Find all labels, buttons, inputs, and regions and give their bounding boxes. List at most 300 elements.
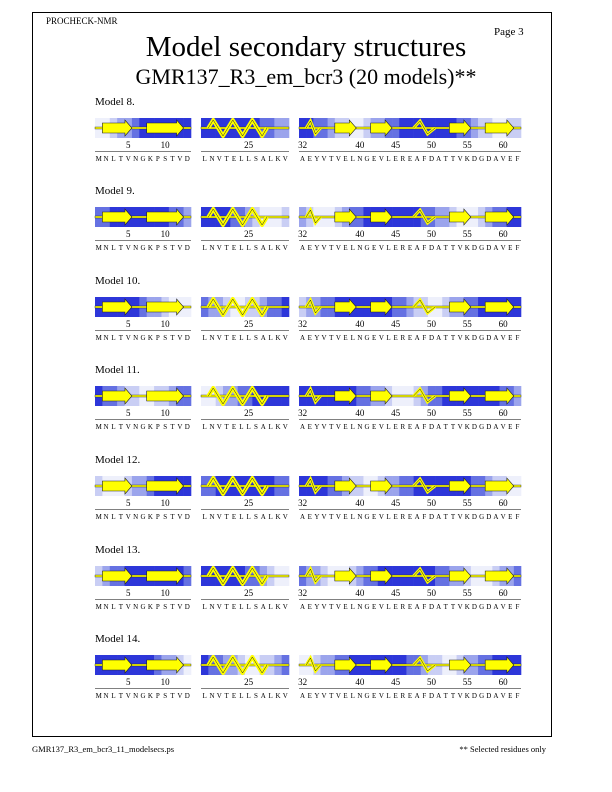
residue-letter: L [239,155,244,163]
residue-letter: Y [314,155,320,163]
residue-letter: V [177,244,183,252]
residue-letter: D [471,155,477,163]
residue-letter: L [386,692,391,700]
residue-letter: L [111,244,116,252]
residue-letter: K [147,334,153,342]
residue-letter: K [147,155,153,163]
residue-letter: L [111,155,116,163]
model-label: Model 12. [95,454,141,466]
residue-letter: V [500,603,506,611]
residue-number: 50 [426,408,436,418]
residue-letter: D [184,334,190,342]
residue-letter: A [493,155,499,163]
residue-letter: D [471,334,477,342]
residue-letter: E [393,603,398,611]
residue-letter: L [202,513,207,521]
residue-letter: N [133,155,139,163]
residue-letter: V [321,423,327,431]
residue-letter: Y [314,603,320,611]
residue-letter: A [414,513,420,521]
residue-letter: F [515,692,520,700]
residue-letter: G [140,692,146,700]
residue-letter: G [479,513,485,521]
residue-letter: P [155,603,160,611]
residue-letter: D [471,423,477,431]
residue-letter: T [224,244,229,252]
residue-letter: V [500,692,506,700]
residue-letter: K [147,244,153,252]
footer-filename: GMR137_R3_em_bcr3_11_modelsecs.ps [32,744,175,754]
residue-letter: T [170,423,175,431]
residue-letter: V [282,692,288,700]
residue-letter: D [486,423,492,431]
residue-number: 45 [391,140,401,150]
residue-number: 10 [160,229,170,239]
residue-letter: S [254,692,258,700]
structure-track [201,207,289,253]
residue-letter: D [471,603,477,611]
residue-letter: A [493,603,499,611]
residue-letter: T [450,423,456,431]
residue-number: 60 [498,677,508,687]
residue-letter: F [515,155,520,163]
residue-letter: E [343,603,348,611]
residue-letter: P [155,334,160,342]
residue-letter: V [216,692,222,700]
residue-letter: G [479,155,485,163]
residue-letter: V [457,513,463,521]
residue-letter: M [95,513,102,521]
residue-letter: R [400,244,406,252]
residue-letter: D [486,334,492,342]
residue-number: 55 [462,677,472,687]
residue-letter: L [111,513,116,521]
residue-number: 32 [298,498,308,508]
model-label: Model 10. [95,275,141,287]
residue-letter: T [170,692,175,700]
residue-letter: M [95,155,102,163]
residue-letter: P [155,513,160,521]
residue-letter: T [224,513,229,521]
residue-letter: V [457,603,463,611]
page-number: Page 3 [494,26,524,38]
residue-number: 25 [244,677,254,687]
residue-letter: D [471,692,477,700]
residue-letter: G [364,513,370,521]
residue-letter: T [118,423,123,431]
residue-letter: S [254,603,258,611]
residue-letter: T [118,603,123,611]
residue-letter: L [111,603,116,611]
residue-letter: F [422,513,427,521]
residue-letter: L [268,334,273,342]
structure-track [201,655,289,701]
residue-letter: E [407,334,413,342]
residue-number: 40 [355,588,365,598]
residue-letter: A [414,692,420,700]
residue-letter: L [246,603,251,611]
residue-letter: E [231,513,237,521]
residue-number: 50 [426,319,436,329]
residue-letter: G [364,334,370,342]
residue-letter: N [209,244,215,252]
residue-letter: L [246,244,251,252]
residue-number: 25 [244,408,254,418]
residue-letter: V [500,334,506,342]
residue-letter: L [268,244,273,252]
residue-letter: E [372,244,377,252]
residue-letter: N [103,155,109,163]
residue-letter: L [268,603,273,611]
residue-letter: N [103,334,109,342]
residue-letter: A [436,423,442,431]
residue-letter: L [246,513,251,521]
residue-letter: S [254,423,258,431]
residue-letter: L [386,603,391,611]
residue-letter: K [275,244,281,252]
residue-letter: K [464,155,470,163]
residue-letter: F [515,423,520,431]
residue-letter: G [140,603,146,611]
residue-number: 40 [355,319,365,329]
residue-letter: V [321,155,327,163]
residue-letter: E [231,692,237,700]
residue-letter: T [224,603,229,611]
structure-track [95,476,191,522]
residue-letter: V [321,513,327,521]
residue-number: 32 [298,588,308,598]
residue-letter: V [500,423,506,431]
structure-track [201,476,289,522]
residue-letter: V [457,692,463,700]
residue-number: 10 [160,498,170,508]
residue-number: 10 [160,140,170,150]
residue-letter: L [239,603,244,611]
residue-letter: E [372,603,377,611]
residue-letter: K [147,513,153,521]
residue-letter: V [282,423,288,431]
residue-letter: N [103,513,109,521]
residue-letter: T [450,155,456,163]
residue-letter: A [436,155,442,163]
residue-number: 32 [298,677,308,687]
residue-letter: E [307,603,312,611]
structure-track [299,566,521,612]
residue-letter: T [118,692,123,700]
residue-letter: E [372,692,377,700]
residue-letter: S [163,513,168,521]
residue-letter: K [275,692,281,700]
residue-number: 5 [125,408,131,418]
residue-number: 5 [125,677,131,687]
residue-letter: L [268,692,273,700]
residue-letter: E [508,692,513,700]
residue-letter: N [357,155,363,163]
residue-letter: T [329,692,334,700]
residue-letter: N [103,692,109,700]
residue-letter: N [133,244,139,252]
residue-letter: A [260,513,266,521]
residue-letter: G [364,423,370,431]
residue-letter: T [170,155,175,163]
residue-letter: E [407,244,413,252]
residue-letter: T [170,513,175,521]
residue-letter: D [486,155,492,163]
residue-number: 25 [244,229,254,239]
residue-letter: D [184,155,190,163]
structure-track [95,118,191,164]
residue-letter: E [307,155,312,163]
structure-track [201,386,289,432]
residue-letter: V [125,155,131,163]
residue-letter: V [335,244,341,252]
residue-number: 60 [498,140,508,150]
residue-number: 5 [125,319,131,329]
residue-letter: E [343,244,348,252]
residue-letter: V [125,513,131,521]
residue-letter: T [329,334,334,342]
residue-letter: A [414,603,420,611]
residue-letter: T [443,334,448,342]
residue-letter: F [422,603,427,611]
residue-letter: S [254,334,258,342]
residue-letter: E [372,155,377,163]
residue-letter: E [343,334,348,342]
residue-letter: V [335,513,341,521]
residue-letter: V [378,334,384,342]
residue-letter: V [177,692,183,700]
structure-track [299,386,521,432]
residue-letter: L [202,692,207,700]
residue-letter: A [300,603,306,611]
residue-letter: L [239,513,244,521]
residue-letter: E [231,334,237,342]
residue-letter: D [428,692,435,700]
residue-letter: A [414,423,420,431]
residue-letter: A [300,334,306,342]
residue-letter: T [443,244,448,252]
residue-letter: E [231,603,237,611]
residue-number: 55 [462,588,472,598]
residue-letter: L [268,423,273,431]
residue-letter: F [422,155,427,163]
residue-letter: E [407,423,413,431]
residue-letter: V [125,603,131,611]
residue-letter: V [125,244,131,252]
residue-letter: T [224,334,229,342]
residue-letter: A [260,334,266,342]
residue-letter: K [464,692,470,700]
residue-letter: N [209,692,215,700]
residue-letter: V [378,513,384,521]
residue-number: 50 [426,498,436,508]
residue-letter: L [350,334,355,342]
residue-letter: G [479,603,485,611]
residue-letter: V [321,244,327,252]
residue-number: 60 [498,498,508,508]
residue-letter: M [95,692,102,700]
residue-letter: V [500,513,506,521]
residue-letter: L [239,334,244,342]
residue-letter: M [95,423,102,431]
residue-letter: L [202,423,207,431]
residue-letter: K [275,155,281,163]
residue-letter: E [231,423,237,431]
residue-number: 5 [125,498,131,508]
residue-letter: L [350,244,355,252]
residue-letter: N [209,513,215,521]
residue-letter: V [282,334,288,342]
model-label: Model 9. [95,185,135,197]
residue-letter: T [450,244,456,252]
residue-letter: A [493,334,499,342]
residue-letter: L [239,692,244,700]
residue-number: 40 [355,140,365,150]
residue-letter: V [321,603,327,611]
residue-letter: G [479,244,485,252]
residue-letter: A [436,244,442,252]
residue-letter: E [307,423,312,431]
residue-letter: S [163,155,168,163]
residue-letter: T [224,155,229,163]
residue-letter: S [163,423,168,431]
structure-track [201,118,289,164]
residue-letter: K [464,334,470,342]
residue-letter: E [393,155,398,163]
residue-letter: V [378,244,384,252]
residue-letter: N [103,423,109,431]
residue-letter: V [282,513,288,521]
residue-letter: E [508,334,513,342]
residue-letter: N [209,155,215,163]
page-subtitle: GMR137_R3_em_bcr3 (20 models)** [135,64,477,89]
residue-letter: V [125,423,131,431]
residue-letter: L [386,423,391,431]
residue-letter: A [260,603,266,611]
residue-letter: D [428,603,435,611]
residue-letter: G [364,155,370,163]
residue-letter: M [95,603,102,611]
residue-letter: N [133,692,139,700]
residue-letter: T [450,513,456,521]
residue-letter: E [343,692,348,700]
residue-letter: L [268,155,273,163]
residue-letter: K [147,603,153,611]
residue-letter: F [422,244,427,252]
residue-letter: S [163,603,168,611]
residue-letter: V [457,155,463,163]
residue-letter: N [133,423,139,431]
residue-letter: N [209,334,215,342]
page-title: Model secondary structures [145,31,467,63]
residue-letter: A [300,244,306,252]
residue-number: 5 [125,588,131,598]
residue-letter: E [307,334,312,342]
residue-number: 25 [244,498,254,508]
residue-letter: G [479,692,485,700]
residue-letter: M [95,334,102,342]
residue-letter: T [118,155,123,163]
residue-number: 60 [498,229,508,239]
residue-number: 50 [426,229,436,239]
residue-number: 45 [391,229,401,239]
residue-number: 5 [125,140,131,150]
residue-letter: A [414,155,420,163]
residue-number: 32 [298,408,308,418]
residue-letter: E [508,244,513,252]
residue-letter: E [372,334,377,342]
residue-number: 40 [355,229,365,239]
residue-letter: A [260,155,266,163]
residue-letter: D [428,334,435,342]
residue-letter: R [400,155,406,163]
residue-letter: T [329,155,334,163]
program-name: PROCHECK-NMR [46,16,118,26]
residue-letter: G [140,513,146,521]
residue-letter: L [111,692,116,700]
residue-letter: V [378,603,384,611]
residue-letter: G [479,334,485,342]
structure-track [95,297,191,343]
residue-letter: F [422,692,427,700]
residue-letter: V [177,155,183,163]
residue-letter: N [133,334,139,342]
residue-letter: V [500,244,506,252]
residue-letter: F [515,513,520,521]
residue-letter: D [184,513,190,521]
residue-letter: Y [314,244,320,252]
residue-letter: E [508,155,513,163]
residue-letter: R [400,334,406,342]
residue-number: 10 [160,408,170,418]
residue-letter: T [118,244,123,252]
residue-letter: A [260,692,266,700]
residue-letter: V [335,603,341,611]
residue-letter: R [400,603,406,611]
residue-number: 10 [160,319,170,329]
residue-letter: A [300,155,306,163]
residue-letter: D [486,513,492,521]
residue-letter: S [254,244,258,252]
residue-letter: P [155,423,160,431]
residue-letter: A [300,423,306,431]
residue-letter: V [378,423,384,431]
residue-letter: A [493,423,499,431]
residue-letter: T [118,334,123,342]
residue-letter: K [464,244,470,252]
residue-letter: S [254,155,258,163]
residue-letter: N [357,603,363,611]
residue-letter: A [260,244,266,252]
residue-letter: V [177,423,183,431]
residue-letter: R [400,513,406,521]
residue-number: 60 [498,408,508,418]
residue-number: 45 [391,588,401,598]
residue-letter: E [508,603,513,611]
residue-letter: E [508,513,513,521]
residue-letter: E [372,423,377,431]
residue-number: 25 [244,319,254,329]
residue-letter: E [307,244,312,252]
residue-number: 50 [426,140,436,150]
residue-letter: T [443,513,448,521]
residue-letter: V [216,244,222,252]
residue-letter: M [95,244,102,252]
residue-letter: T [170,603,175,611]
residue-letter: L [246,334,251,342]
residue-letter: R [400,423,406,431]
residue-letter: A [436,692,442,700]
